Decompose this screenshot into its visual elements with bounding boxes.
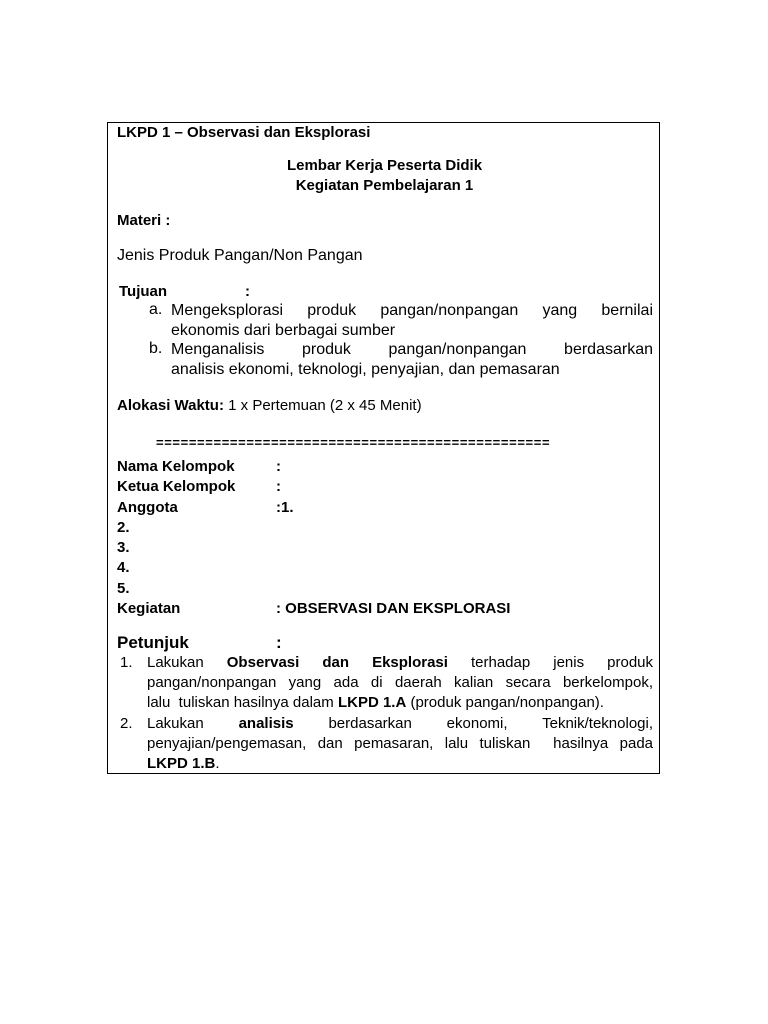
- text-segment: lalu tuliskan hasilnya dalam: [147, 694, 334, 711]
- subtitle-line-1: Lembar Kerja Peserta Didik: [286, 157, 483, 174]
- alokasi-value: 1 x Pertemuan (2 x 45 Menit): [228, 397, 422, 414]
- anggota-item: 2.: [117, 519, 130, 536]
- text-segment: (produk pangan/nonpangan).: [410, 694, 604, 711]
- text-segment: Lakukan: [147, 715, 204, 732]
- tujuan-item-a-line2: ekonomis dari berbagai sumber: [171, 322, 396, 339]
- subtitle-line-2: Kegiatan Pembelajaran 1: [295, 177, 474, 194]
- alokasi-waktu: [117, 397, 422, 414]
- text-segment: terhadap jenis produk: [470, 654, 653, 671]
- petunjuk-item-1-line3: [147, 693, 653, 713]
- tujuan-item-b-line1: Menganalisis produk pangan/nonpangan berdasarkan: [171, 341, 653, 358]
- ketua-kelompok-colon: :: [276, 478, 281, 495]
- anggota-label: Anggota: [117, 499, 178, 516]
- petunjuk-label: Petunjuk: [117, 633, 189, 652]
- petunjuk-colon: :: [276, 633, 282, 652]
- emphasis-text: LKPD 1.B: [147, 755, 216, 772]
- nama-kelompok-colon: :: [276, 458, 281, 475]
- petunjuk-item-2-marker: 2.: [120, 715, 133, 732]
- emphasis-text: Observasi dan Eksplorasi: [226, 654, 448, 671]
- separator-line: ================================================: [156, 435, 551, 450]
- materi-value: Jenis Produk Pangan/Non Pangan: [117, 247, 363, 264]
- emphasis-text: analisis: [238, 715, 294, 732]
- petunjuk-item-2: [147, 714, 653, 774]
- petunjuk-item-1-line1: [147, 653, 653, 673]
- tujuan-label: Tujuan: [119, 283, 168, 300]
- alokasi-label: Alokasi Waktu:: [117, 397, 224, 414]
- text-segment: .: [215, 755, 220, 772]
- kegiatan-value: : OBSERVASI DAN EKSPLORASI: [276, 600, 511, 617]
- anggota-first: :1.: [276, 499, 294, 516]
- emphasis-text: LKPD 1.A: [337, 694, 407, 711]
- text-segment: Lakukan: [147, 654, 204, 671]
- tujuan-item-a-line1: Mengeksplorasi produk pangan/nonpangan yang bernilai: [171, 302, 653, 319]
- anggota-item: 5.: [117, 580, 130, 597]
- petunjuk-item-2-line3: [147, 754, 653, 774]
- tujuan-item-b: [171, 340, 653, 380]
- tujuan-item-a: [171, 301, 653, 341]
- kegiatan-label: Kegiatan: [117, 600, 181, 617]
- petunjuk-item-1-line2: pangan/nonpangan yang ada di daerah kalian secara berkelompok,: [147, 674, 653, 691]
- tujuan-colon: :: [245, 283, 250, 300]
- petunjuk-item-1: [147, 653, 653, 713]
- anggota-item: 3.: [117, 539, 130, 556]
- tujuan-item-b-line2: analisis ekonomi, teknologi, penyajian, dan pemasaran: [171, 361, 560, 378]
- worksheet-frame: [107, 122, 660, 774]
- petunjuk-item-2-line1: [147, 714, 653, 734]
- text-segment: berdasarkan ekonomi, Teknik/teknologi,: [328, 715, 653, 732]
- lkpd-title: LKPD 1 – Observasi dan Eksplorasi: [117, 124, 371, 141]
- petunjuk-item-1-marker: 1.: [120, 654, 133, 671]
- materi-label: Materi :: [117, 212, 171, 229]
- nama-kelompok-label: Nama Kelompok: [117, 458, 235, 475]
- ketua-kelompok-label: Ketua Kelompok: [117, 478, 236, 495]
- tujuan-item-a-marker: a.: [149, 301, 163, 318]
- tujuan-item-b-marker: b.: [149, 340, 163, 357]
- anggota-item: 4.: [117, 559, 130, 576]
- petunjuk-item-2-line2: penyajian/pengemasan, dan pemasaran, lalu tuliskan hasilnya pada: [147, 735, 653, 752]
